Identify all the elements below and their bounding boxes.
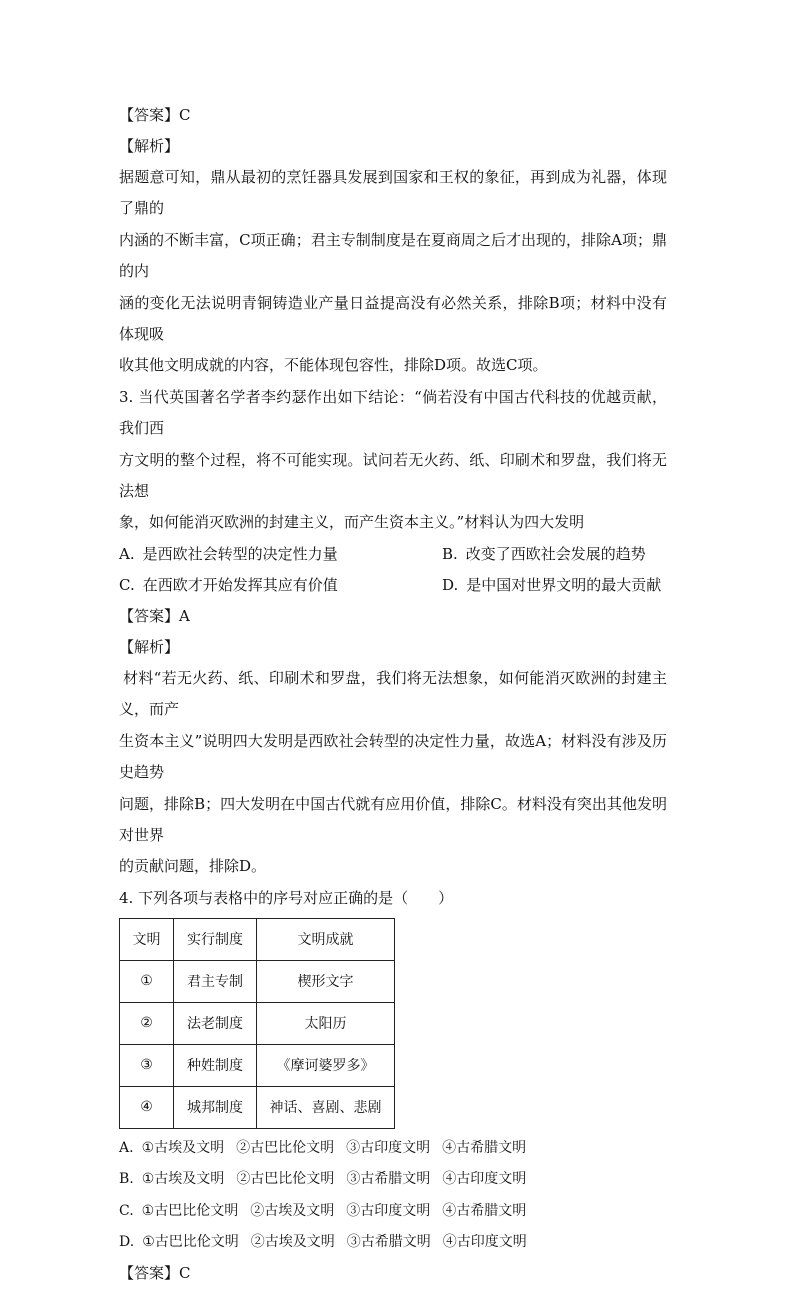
table-cell: 城邦制度	[174, 1086, 257, 1128]
option-item: ②古巴比伦文明	[236, 1171, 335, 1188]
option-item: ②古巴比伦文明	[236, 1139, 335, 1156]
q2-analysis-line: 据题意可知，鼎从最初的烹饪器具发展到国家和王权的象征，再到成为礼器，体现了鼎的	[119, 168, 667, 218]
q4-option-a	[119, 1133, 679, 1164]
option-text: 是中国对世界文明的最大贡献	[466, 575, 662, 594]
q3-question-line: 方文明的整个过程，将不可能实现。试问若无火药、纸、印刷术和罗盘，我们将无法想	[119, 450, 667, 501]
option-item: ④古印度文明	[442, 1171, 527, 1188]
table-row	[120, 960, 395, 1002]
table-cell: ②	[120, 1002, 174, 1044]
q3-options-row-2	[119, 570, 679, 601]
q3-option-d	[442, 570, 661, 601]
option-item: ③古印度文明	[346, 1139, 431, 1156]
table-cell: 《摩诃婆罗多》	[257, 1044, 395, 1086]
q3-option-a	[119, 539, 442, 570]
table-row	[120, 1086, 395, 1128]
q2-analysis-line: 涵的变化无法说明青铜铸造业产量日益提高没有必然关系，排除B项；材料中没有体现吸	[119, 293, 667, 344]
table-row	[120, 1044, 395, 1086]
option-text: 改变了西欧社会发展的趋势	[465, 544, 646, 563]
q4-question: 4. 下列各项与表格中的序号对应正确的是（ ）	[119, 888, 454, 907]
table-cell: ④	[120, 1086, 174, 1128]
option-item: ③古印度文明	[346, 1202, 431, 1219]
q3-analysis	[119, 663, 667, 883]
table-header-cell: 实行制度	[174, 918, 257, 960]
table-cell: 君主专制	[174, 960, 257, 1002]
option-letter: B.	[442, 544, 458, 563]
option-item: ③古希腊文明	[346, 1171, 431, 1188]
table-header-cell: 文明	[120, 918, 174, 960]
table-cell: 种姓制度	[174, 1044, 257, 1086]
option-letter: C.	[119, 1202, 134, 1219]
option-item: ④古希腊文明	[442, 1139, 527, 1156]
q2-analysis-line: 收其他文明成就的内容，不能体现包容性，排除D项。故选C项。	[119, 356, 548, 375]
option-item: ①古埃及文明	[141, 1139, 225, 1156]
table-cell: ③	[120, 1044, 174, 1086]
q4-option-d	[119, 1227, 679, 1258]
option-letter: B.	[119, 1171, 134, 1188]
q3-question-line: 3. 当代英国著名学者李约瑟作出如下结论：“倘若没有中国古代科技的优越贡献，我们西	[119, 387, 667, 438]
table-cell: 神话、喜剧、悲剧	[257, 1086, 395, 1128]
q3-analysis-label: 【解析】	[119, 637, 180, 656]
option-text: 在西欧才开始发挥其应有价值	[142, 575, 338, 594]
option-item: ②古埃及文明	[250, 1202, 335, 1219]
table-header-cell: 文明成就	[257, 918, 395, 960]
q4-answer: 【答案】C	[119, 1264, 191, 1283]
table-cell: 法老制度	[174, 1002, 257, 1044]
option-letter: A.	[119, 1139, 134, 1156]
table-cell: ①	[120, 960, 174, 1002]
table-header-row	[120, 918, 395, 960]
table-cell: 楔形文字	[257, 960, 395, 1002]
q2-analysis	[119, 162, 667, 382]
q3-option-c	[119, 570, 442, 601]
q3-options-row-1	[119, 539, 679, 570]
q4-option-b	[119, 1164, 679, 1195]
q3-analysis-line: 问题，排除B；四大发明在中国古代就有应用价值，排除C。材料没有突出其他发明对世界	[119, 794, 667, 844]
option-letter: D.	[442, 575, 459, 594]
q3-question-line: 象，如何能消灭欧洲的封建主义，而产生资本主义。”材料认为四大发明	[119, 513, 585, 532]
q3-analysis-line: 的贡献问题，排除D。	[119, 857, 267, 876]
option-item: ①古埃及文明	[141, 1171, 225, 1188]
q2-answer: 【答案】C	[119, 106, 191, 124]
option-letter: D.	[119, 1233, 135, 1250]
q3-option-b	[442, 539, 646, 570]
q3-answer: 【答案】A	[119, 606, 190, 625]
option-letter: A.	[119, 544, 135, 563]
option-item: ④古希腊文明	[442, 1202, 527, 1219]
document-page	[119, 100, 679, 1289]
q2-analysis-line: 内涵的不断丰富，C项正确；君主专制制度是在夏商周之后才出现的，排除A项；鼎的内	[119, 230, 667, 281]
q2-analysis-label: 【解析】	[119, 137, 180, 155]
option-item: ①古巴比伦文明	[142, 1233, 239, 1250]
q3-analysis-line: 生资本主义”说明四大发明是西欧社会转型的决定性力量，故选A；材料没有涉及历史趋势	[119, 731, 667, 782]
option-item: ③古希腊文明	[346, 1233, 431, 1250]
table-row	[120, 1002, 395, 1044]
civilization-table	[119, 918, 395, 1129]
option-text: 是西欧社会转型的决定性力量	[142, 544, 338, 563]
option-item: ②古埃及文明	[250, 1233, 335, 1250]
q3-analysis-line: 材料“若无火药、纸、印刷术和罗盘，我们将无法想象，如何能消灭欧洲的封建主义，而产	[119, 668, 667, 719]
option-item: ④古印度文明	[442, 1233, 527, 1250]
q4-option-c	[119, 1196, 679, 1227]
q3-question	[119, 382, 667, 539]
option-item: ①古巴比伦文明	[141, 1202, 239, 1219]
table-cell: 太阳历	[257, 1002, 395, 1044]
option-letter: C.	[119, 575, 135, 594]
